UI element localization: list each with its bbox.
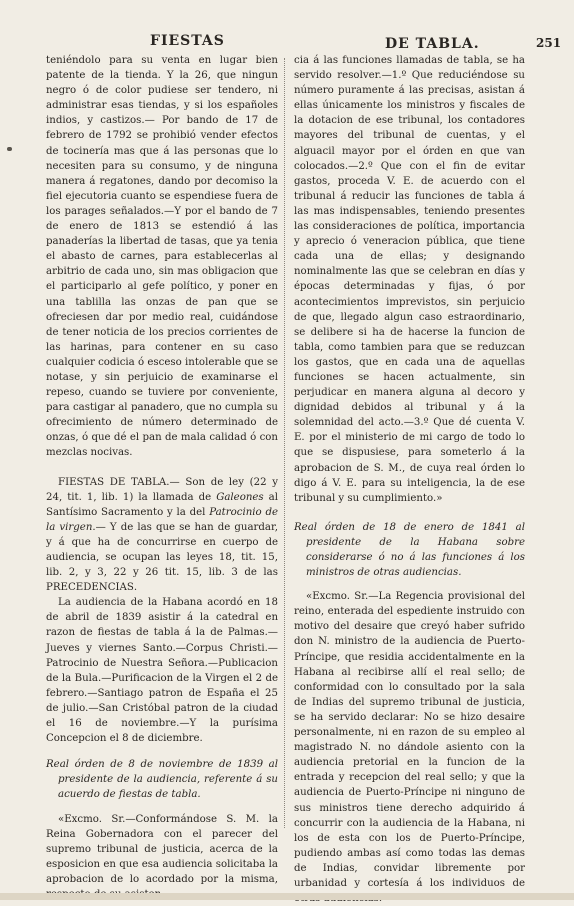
royal-order-text-1: «Excmo. Sr.—Conformándose S. M. la Reina Gobernadora con el parecer del supremo tribunal de justicia, acerca de la esposicion en que esa audiencia solicitaba la aprobacion de lo acordado por la misma,	[46, 813, 278, 885]
running-header-right: DE TABLA.	[385, 36, 480, 52]
left-paragraph-continued: teniéndolo para su venta en lugar bien patente de la tienda. Y la 26, que ningun negro ó de color pudiese ser tendero, ni administrar esas tiendas, y si los españoles indios, y castizos.— Por bando de 17 de febrero de 1792 se prohibió vender efectos de tocinería mas que á las personas que lo necesiten para su consumo, y de ninguna manera á regatones, dando por decomiso la fiel ejecutoria cuanto se espendiese fuera de los parages señalados.—Y por el bando de 7 de enero de 1813 se estendió á las panaderías la libertad de tasas, que ya tenia el abasto de carnes, para establecerlas al arbitrio de cada uno, sin mas obligacion que el participarlo al gefe político, y poner en una tablilla las onzas de pan que se ofreciesen dar por medio real, cuidándose de tener noticia de los precios corrientes de las harinas, para contener en su caso cualquier codicia ó esceso intolerable que se notase, y sin perjuicio de examinarse el repeso, cuando se tuviere por conveniente, para castigar al panadero, que no cumpla su ofrecimiento de número determinado de onzas, ó que dé el pan de mala calidad ó con mezclas nocivas.	[46, 55, 278, 459]
entry-heading: FIESTAS DE TABLA.	[58, 476, 170, 488]
right-column	[294, 53, 525, 906]
column-divider	[284, 58, 285, 828]
page-bottom-edge	[0, 893, 574, 900]
ink-spot	[7, 147, 12, 151]
page-number: 251	[536, 36, 562, 50]
right-paragraph-continued: cia á las funciones llamadas de tabla, se ha servido resolver.—1.º Que reduciéndose su número puramente á las precisas, asistan á ellas únicamente los ministros y fiscales de la dotacion de ese tribunal, los contadores mayores del tribunal de cuentas, y el alguacil mayor por el órden en que van colocados.—2.º Que con el fin de evitar gastos, proceda V. E. de acuerdo con el tribunal á reducir las funciones de tabla á las mas indispensables, teniendo presentes las consideraciones de política, importancia y aprecio ó veneracion pública, que tiene cada una de ellas; y designando nominalmente las que se celebran en días y épocas determinadas y fijas, ó por acontecimientos imprevistos, sin perjuicio de que, llegado algun caso estraordinario, se delibere si ha de hacerse la funcion de tabla, como tambien para que se reduzcan los gastos, que en cada una de aquellas funciones se hacen actualmente, sin perjudicar en manera alguna al decoro y dignidad debidos al tribunal y á la solemnidad del acto.—3.º Que dé cuenta V. E. por el ministerio de mi cargo de todo lo que se dispusiese, para someterlo á la aprobacion de S. M., de cuya real órden lo digo á V. E. para su inteligencia, la de ese tribunal y su cumplimiento.»	[294, 55, 525, 504]
running-header-left: FIESTAS	[150, 33, 225, 49]
royal-order-text-2: «Excmo. Sr.—La Regencia provisional del reino, enterada del espediente instruido con motivo del desaire que creyó haber sufrido don N. ministro de la audiencia de Puerto-Príncipe, que residia accidentalmente en la Habana al recibirse allí el real sello; de conformidad con lo consultado por la sala de Indias del supremo tribunal de justicia, se ha servido declarar: No se hizo desaire personalmente, ni en razon de su empleo al magistrado N. no dándole asiento con la audiencia pretorial en la funcion de la entrada y recepcion del real sello; y que la audiencia de Puerto-Príncipe ni ninguno de sus ministros tiene derecho adquirido á concurrir con la audiencia de la Habana, ni los de esta con los de Puerto-Príncipe, pudiendo ambas así como todas las demas de Indias, convidar libremente por urbanidad y cortesía á los individuos de	[294, 591, 525, 889]
royal-order-heading-1: Real órden de 8 de noviembre de 1839 al presidente de la audiencia, referente á su acuerdo de fiestas de tabla.	[46, 759, 278, 801]
entry-fiestas-de-tabla: FIESTAS DE TABLA.— Son de ley (22 y 24, tit. 1, lib. 1) la llamada de Galeones al Santísimo Sacramento y la del Patrocinio de la virgen.— Y de las que se han de guardar, y á que ha de concurrirse en cuerpo de audiencia, se ocupan las leyes 18, tit. 15, lib. 2, y 3, 22 y 26 tit. 15, lib. 3 de las PRECEDENCIAS.	[46, 476, 278, 594]
audiencia-paragraph: La audiencia de la Habana acordó en 18 de abril de 1839 asistir á la catedral en razon de fiestas de tabla á la de Palmas.—Jueves y viernes Santo.—Corpus Christi.—Patrocinio de Nuestra Señora.—Publicacion de la Bula.—Purificacion de la Virgen el 2 de febrero.—Santiago patron de España el 25 de julio.—San Cristóbal patron de la ciudad el 16 de noviembre.—Y la purísima Concepcion el 8 de diciembre.	[46, 597, 278, 745]
royal-order-heading-2: Real órden de 18 de enero de 1841 al presidente de la Habana sobre considerarse ó no á las funciones á los ministros de otras audiencias.	[294, 521, 525, 579]
cross-reference: PRECEDENCIAS	[46, 582, 134, 594]
left-column	[46, 53, 278, 902]
